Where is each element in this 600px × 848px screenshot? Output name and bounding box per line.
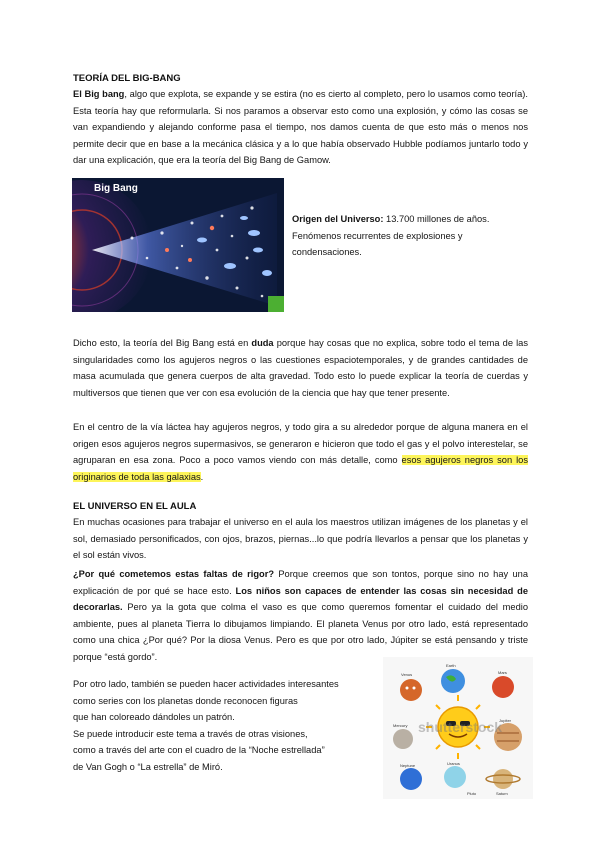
planet-label-neptune: Neptune [400, 763, 416, 768]
planet-label-saturn: Saturn [496, 791, 508, 796]
paragraph-black-holes [73, 419, 528, 485]
paragraph-big-bang-doubt [73, 335, 528, 401]
paragraph-text: . [200, 471, 204, 482]
cartoon-planets-illustration [383, 657, 533, 799]
planet-label-mercury: Mercury [393, 723, 408, 728]
watermark-text: shutterstock [418, 719, 503, 735]
text-line: Por otro lado, también se pueden hacer actividades interesantes [73, 679, 339, 689]
paragraph-text: porque hay cosas que no explica, sobre todo el tema de las singularidades como los agujeros negros o las cuestiones espaciotemporales, y de grandes cantidades de masa acumulada que genera cuerpos de alta gravedad. Todo esto lo puede explicar la teoría de cuerdas y multiversos que tienen que ver con esa evolución de la ciencia que hay que tener presente. [73, 338, 528, 398]
emphasis-duda: duda [251, 338, 274, 348]
paragraph-text: Dicho esto, la teoría del Big Bang está en [73, 338, 252, 348]
paragraph-text: Pero ya la gota que colma el vaso es que como queremos fomentar el cuidado del medio ambiente, pues al planeta Tierra lo dibujamos limpiando. El planeta Venus por otro lado, está representado como una chica ¿Por qué? Por la diosa Venus. Pero es que por otro lado, Júpiter se está pensando y triste porque “está gordo”. [73, 602, 528, 662]
figure-title: Big Bang [94, 183, 138, 194]
paragraph-actividades [73, 676, 373, 775]
big-bang-illustration [72, 178, 284, 312]
paragraph-universo-aula [73, 514, 528, 564]
planet-label-jupiter: Jupiter [499, 718, 512, 723]
question-bold: ¿Por qué cometemos estas faltas de rigor? [73, 569, 275, 579]
term-big-bang: El Big bang [73, 89, 125, 99]
planet-label-mars: Mars [498, 670, 507, 675]
paragraph-text: Porque creemos que son tontos, porque sino no hay una explicación de por qué se hace esto. [73, 569, 528, 596]
planet-label-uranus: Uranus [447, 761, 460, 766]
figure-caption [292, 211, 532, 261]
text-line: que han coloreado dándoles un patrón. [73, 712, 235, 722]
paragraph-text: En muchas ocasiones para trabajar el universo en el aula los maestros utilizan imágenes de los planetas y el sol, demasiado personificados, con ojos, brazos, piernas...lo que podría llevarlos a pensar que los planetas y el sol están vivos. [73, 517, 528, 560]
paragraph-faltas-rigor [73, 566, 528, 665]
section-title-universo-aula: EL UNIVERSO EN EL AULA [73, 501, 197, 512]
section-title-big-bang: TEORÍA DEL BIG-BANG [73, 73, 181, 84]
text-line: como series con los planetas donde reconocen figuras [73, 695, 298, 706]
text-line: de Van Gogh o “La estrella” de Miró. [73, 761, 223, 772]
emphasis-bold: Los niños son capaces de entender las cosas sin necesidad de decorarlas. [73, 585, 528, 612]
paragraph-text: En el centro de la vía láctea hay agujeros negros, y todo gira a su alrededor porque de alguna manera en el origen esos agujeros negros supermasivos, se generaron e hicieron que todo el gas y el polvo interestelar, se agruparan en esa zona. Poco a poco vamos viendo con más detalle, como [73, 422, 528, 465]
caption-label: Origen del Universo: [292, 214, 384, 224]
paragraph-text: , algo que explota, se expande y se estira (no es cierto al completo, pero lo usamos como teoría). Esta teoría hay que reformularla. Si nos paramos a observar esto como una explosión, y cómo las cosas se van expandiendo y alejando conforme pasa el tiempo, nos damos cuenta de que esto más o menos nos permite decir que en base a la mecánica clásica y a lo que había observado Hubble podíamos juntarlo todo y dar una explicación, que era la teoría del Big Bang de Gamow. [73, 89, 528, 165]
planet-label-earth: Earth [446, 663, 456, 668]
caption-text: 13.700 millones de años. Fenómenos recurrentes de explosiones y condensaciones. [292, 214, 490, 257]
text-line: Se puede introducir este tema a través de otras visiones, [73, 728, 308, 739]
highlighted-text: esos agujeros negros son los originarios de toda las galaxias [73, 455, 528, 482]
text-line: como a través del arte con el cuadro de la “Noche estrellada” [73, 745, 325, 755]
planet-label-pluto: Pluto [467, 791, 477, 796]
paragraph-big-bang-intro [73, 86, 528, 169]
planet-label-venus: Venus [401, 672, 413, 677]
